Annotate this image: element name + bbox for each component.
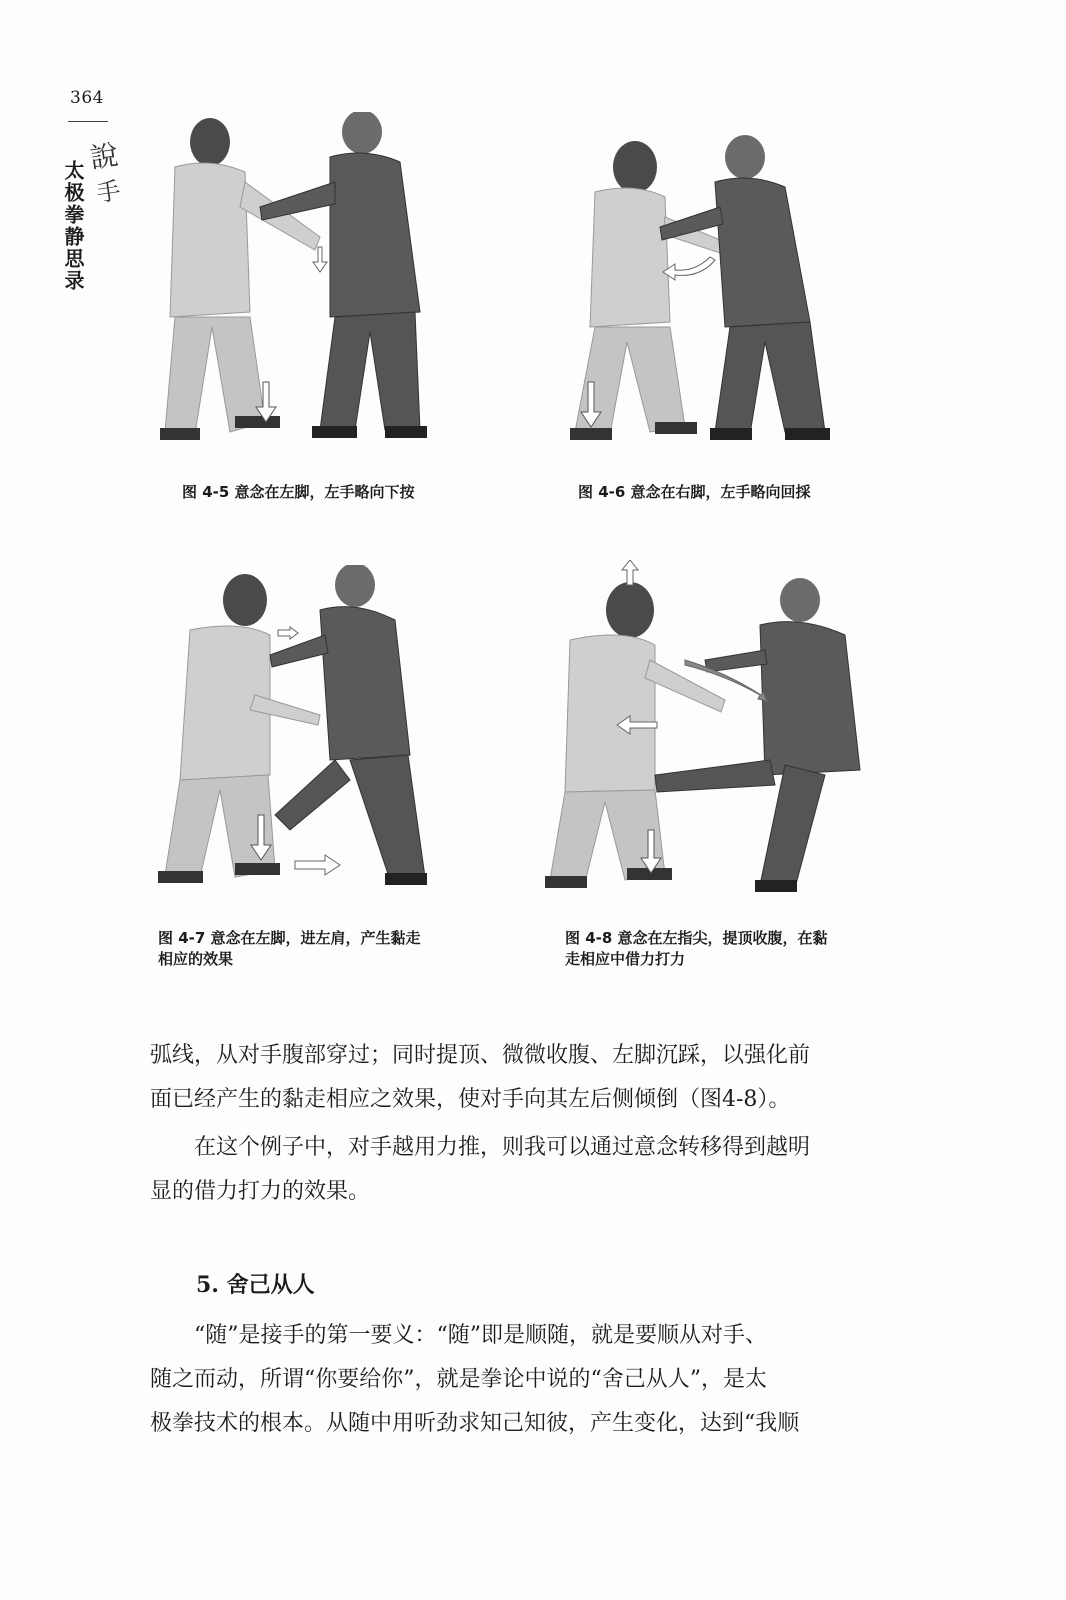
paragraph-3-line-1: “随”是接手的第一要义：“随”即是顺随，就是要顺从对手、 [194,1323,767,1348]
figure-4-8-caption-line-2: 走相应中借力打力 [565,950,686,968]
section-heading: 5. 舍己从人 [196,1272,315,1298]
figure-4-6-photo [565,132,845,452]
paragraph-2-line-1: 在这个例子中，对手越用力推，则我可以通过意念转移得到越明 [194,1135,811,1160]
page-number: 364 [70,88,104,108]
figure-4-5-caption: 图 4-5 意念在左脚，左手略向下按 [182,483,415,501]
book-subtitle: 太极拳静思录 [61,160,85,292]
figure-4-7-caption [158,928,421,970]
paragraph-3-line-3: 极拳技术的根本。从随中用听劲求知己知彼，产生变化，达到“我顺 [150,1411,800,1436]
figure-4-6-caption: 图 4-6 意念在右脚，左手略向回採 [578,483,811,501]
figure-4-5-photo [150,112,450,452]
paragraph-2 [150,1126,880,1214]
figure-4-8-photo [545,560,875,895]
paragraph-3-line-2: 随之而动，所谓“你要给你”，就是拳论中说的“舍己从人”，是太 [150,1367,767,1392]
figure-4-7-caption-line-1: 图 4-7 意念在左脚，进左肩，产生黏走 [158,929,421,947]
header-divider [68,121,108,122]
paragraph-2-line-2: 显的借力打力的效果。 [150,1179,371,1204]
figure-4-8-caption [565,928,828,970]
paragraph-3 [150,1314,880,1446]
paragraph-1 [150,1034,880,1122]
figure-4-7-caption-line-2: 相应的效果 [158,950,234,968]
figure-4-8-caption-line-1: 图 4-8 意念在左指尖，提顶收腹，在黏 [565,929,828,947]
paragraph-1-line-2: 面已经产生的黏走相应之效果，使对手向其左后侧倾倒（图4-8）。 [150,1087,791,1112]
paragraph-1-line-1: 弧线，从对手腹部穿过；同时提顶、微微收腹、左脚沉踩，以强化前 [150,1043,811,1068]
book-title-calligraphy-1: 說 [88,138,121,175]
book-title-calligraphy-2: 手 [94,176,123,208]
figure-4-7-photo [150,565,450,895]
